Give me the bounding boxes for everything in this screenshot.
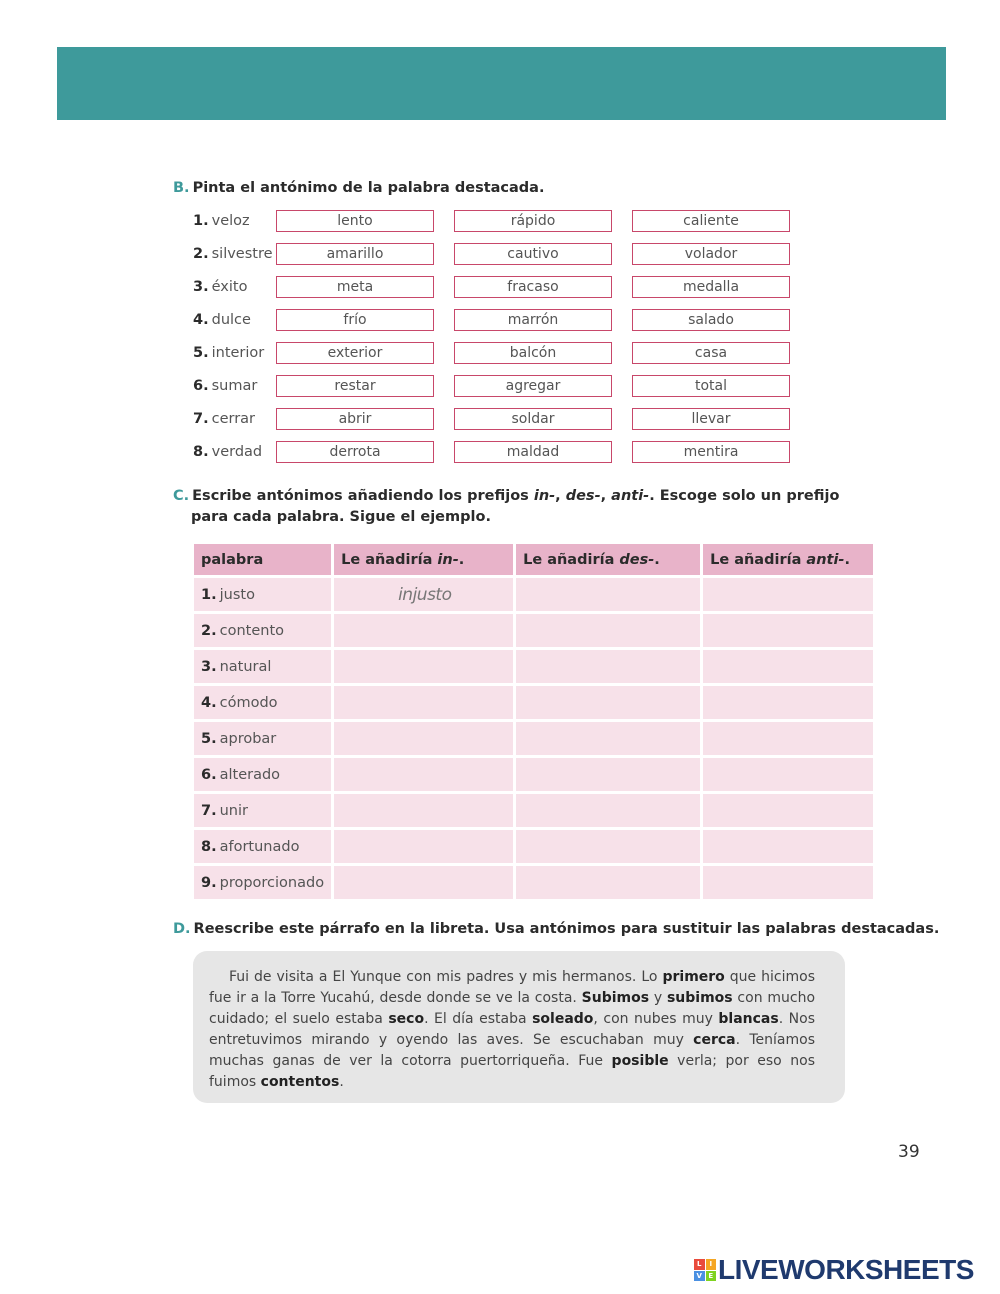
target-word: cerrar	[211, 411, 256, 427]
antonym-option[interactable]: derrota	[276, 441, 434, 463]
target-word: verdad	[211, 444, 263, 460]
table-row	[194, 614, 873, 647]
antonym-row-label	[193, 378, 257, 394]
base-word: contento	[219, 622, 284, 639]
paragraph-fragment: .	[339, 1074, 344, 1090]
highlighted-word: primero	[662, 969, 725, 985]
answer-cell-anti[interactable]	[703, 794, 873, 827]
paragraph-fragment: . Teníamos muchas ganas de ver la cotorra puertorriqueña. Fue	[209, 1032, 815, 1069]
antonym-option[interactable]: mentira	[632, 441, 790, 463]
answer-cell-anti[interactable]	[703, 830, 873, 863]
answer-cell-anti[interactable]	[703, 650, 873, 683]
target-word: sumar	[211, 378, 258, 394]
antonym-option[interactable]: cautivo	[454, 243, 612, 265]
table-row	[194, 866, 873, 899]
answer-cell-des[interactable]	[516, 758, 700, 791]
antonym-row-label	[193, 213, 250, 229]
row-number: 8.	[201, 838, 217, 855]
antonym-row-label	[193, 345, 264, 361]
answer-cell-anti[interactable]	[703, 758, 873, 791]
logo-icon-tile: L	[694, 1259, 705, 1270]
antonym-option[interactable]: balcón	[454, 342, 612, 364]
paragraph-box	[193, 951, 845, 1103]
target-word: interior	[211, 345, 265, 361]
row-number: 7.	[201, 802, 217, 819]
answer-cell-anti[interactable]	[703, 578, 873, 611]
header-in-prefix: in-	[437, 551, 459, 568]
table-row	[194, 722, 873, 755]
header-des-prefix: des-	[619, 551, 655, 568]
antonym-row	[193, 342, 813, 366]
section-c-letter: C.	[173, 488, 190, 504]
row-number: 1.	[193, 213, 209, 229]
header-anti	[703, 544, 873, 575]
word-cell	[194, 614, 331, 647]
header-des-dot: .	[654, 551, 660, 568]
antonym-option[interactable]: llevar	[632, 408, 790, 430]
antonym-option[interactable]: caliente	[632, 210, 790, 232]
answer-cell-anti[interactable]	[703, 686, 873, 719]
word-cell	[194, 578, 331, 611]
answer-cell-des[interactable]	[516, 650, 700, 683]
page-number: 39	[898, 1142, 920, 1162]
section-d-letter: D.	[173, 921, 191, 937]
word-cell	[194, 650, 331, 683]
paragraph-fragment: Fui de visita a El Yunque con mis padres y mis hermanos. Lo	[229, 969, 663, 985]
paragraph-fragment: verla; por eso nos fuimos	[209, 1053, 815, 1090]
word-cell	[194, 830, 331, 863]
prefix-in: in-	[533, 488, 556, 504]
base-word: afortunado	[219, 838, 300, 855]
answer-cell-des[interactable]	[516, 830, 700, 863]
antonym-row	[193, 243, 813, 267]
target-word: silvestre	[211, 246, 273, 262]
section-b-title	[173, 180, 544, 196]
logo-icon-tile: E	[706, 1271, 717, 1282]
antonym-option[interactable]: lento	[276, 210, 434, 232]
header-in	[334, 544, 513, 575]
answer-cell-des[interactable]	[516, 866, 700, 899]
header-anti-pre: Le añadiría	[710, 551, 807, 568]
header-banner	[57, 47, 946, 120]
antonym-option[interactable]: medalla	[632, 276, 790, 298]
antonym-option[interactable]: total	[632, 375, 790, 397]
antonym-option[interactable]: maldad	[454, 441, 612, 463]
antonym-row-label	[193, 411, 255, 427]
target-word: dulce	[211, 312, 251, 328]
antonym-row	[193, 210, 813, 234]
row-number: 2.	[201, 622, 217, 639]
table-row	[194, 830, 873, 863]
answer-cell-des[interactable]	[516, 614, 700, 647]
paragraph-fragment: . El día estaba	[424, 1011, 533, 1027]
highlighted-word: soleado	[532, 1011, 594, 1027]
row-number: 4.	[193, 312, 209, 328]
row-number: 9.	[201, 874, 217, 891]
table-row	[194, 650, 873, 683]
row-number: 1.	[201, 586, 217, 603]
sep-1: ,	[555, 488, 566, 504]
header-in-dot: .	[458, 551, 465, 568]
word-cell	[194, 758, 331, 791]
base-word: justo	[219, 586, 255, 603]
antonym-option[interactable]: fracaso	[454, 276, 612, 298]
row-number: 8.	[193, 444, 209, 460]
answer-cell-in[interactable]	[334, 650, 513, 683]
antonym-row-label	[193, 246, 273, 262]
word-cell	[194, 686, 331, 719]
answer-cell-in[interactable]	[334, 614, 513, 647]
antonym-row	[193, 309, 813, 333]
highlighted-word: contentos	[260, 1074, 340, 1090]
section-c-title	[173, 488, 839, 504]
answer-cell-anti[interactable]	[703, 722, 873, 755]
paragraph-fragment: y	[649, 990, 667, 1006]
antonym-option[interactable]: rápido	[454, 210, 612, 232]
liveworksheets-icon	[694, 1259, 716, 1281]
answer-cell-des[interactable]	[516, 794, 700, 827]
word-cell	[194, 794, 331, 827]
base-word: alterado	[219, 766, 281, 783]
antonym-option[interactable]: amarillo	[276, 243, 434, 265]
answer-cell-in[interactable]	[334, 866, 513, 899]
prefix-des: des-	[565, 488, 601, 504]
antonym-row	[193, 375, 813, 399]
paragraph-fragment: que hicimos fue ir a la Torre Yucahú, desde donde se ve la costa.	[209, 969, 816, 1006]
header-des	[516, 544, 700, 575]
section-d-title	[173, 921, 939, 937]
antonym-row-label	[193, 312, 251, 328]
paragraph-text	[209, 967, 815, 1093]
section-c-line2: para cada palabra. Sigue el ejemplo.	[191, 509, 491, 525]
row-number: 6.	[193, 378, 209, 394]
highlighted-word: blancas	[718, 1011, 779, 1027]
prefix-table	[191, 541, 876, 902]
logo-icon-tile: I	[706, 1259, 717, 1270]
table-row	[194, 758, 873, 791]
base-word: natural	[219, 658, 272, 675]
paragraph-fragment: con mucho cuidado; el suelo estaba	[209, 990, 816, 1027]
section-b-instruction: Pinta el antónimo de la palabra destacada.	[192, 180, 545, 196]
table-row	[194, 686, 873, 719]
header-anti-prefix: anti-	[806, 551, 845, 568]
answer-cell-des[interactable]	[516, 686, 700, 719]
row-number: 6.	[201, 766, 217, 783]
answer-cell-in[interactable]	[334, 794, 513, 827]
antonym-option[interactable]: frío	[276, 309, 434, 331]
antonym-option[interactable]: marrón	[454, 309, 612, 331]
antonym-option[interactable]: salado	[632, 309, 790, 331]
antonym-row-label	[193, 279, 247, 295]
table-row	[194, 578, 873, 611]
paragraph-fragment: , con nubes muy	[593, 1011, 719, 1027]
antonym-row-label	[193, 444, 262, 460]
antonym-row	[193, 441, 813, 465]
base-word: proporcionado	[219, 874, 325, 891]
target-word: éxito	[211, 279, 248, 295]
word-cell	[194, 866, 331, 899]
highlighted-word: Subimos	[581, 990, 650, 1006]
highlighted-word: subimos	[666, 990, 733, 1006]
answer-cell-des[interactable]	[516, 578, 700, 611]
table-row	[194, 794, 873, 827]
antonym-option[interactable]: abrir	[276, 408, 434, 430]
highlighted-word: seco	[388, 1011, 425, 1027]
row-number: 7.	[193, 411, 209, 427]
answer-cell-anti[interactable]	[703, 866, 873, 899]
row-number: 2.	[193, 246, 209, 262]
answer-cell-in[interactable]	[334, 722, 513, 755]
answer-cell-anti[interactable]	[703, 614, 873, 647]
section-c-text-b: . Escoge solo un prefijo	[649, 488, 840, 504]
base-word: cómodo	[219, 694, 278, 711]
section-c-text-a: Escribe antónimos añadiendo los prefijos	[192, 488, 534, 504]
row-number: 3.	[201, 658, 217, 675]
antonym-option[interactable]: restar	[276, 375, 434, 397]
row-number: 5.	[201, 730, 217, 747]
row-number: 4.	[201, 694, 217, 711]
answer-cell-in[interactable]	[334, 758, 513, 791]
answer-cell-in[interactable]	[334, 578, 513, 611]
liveworksheets-logo	[694, 1256, 974, 1284]
antonym-option[interactable]: soldar	[454, 408, 612, 430]
base-word: aprobar	[219, 730, 277, 747]
header-in-pre: Le añadiría	[341, 551, 438, 568]
antonym-row	[193, 408, 813, 432]
header-des-pre: Le añadiría	[523, 551, 620, 568]
header-palabra: palabra	[194, 544, 331, 575]
antonym-row	[193, 276, 813, 300]
liveworksheets-text: LIVEWORKSHEETS	[718, 1254, 974, 1285]
word-cell	[194, 722, 331, 755]
antonym-option[interactable]: casa	[632, 342, 790, 364]
base-word: unir	[219, 802, 248, 819]
answer-cell-in[interactable]	[334, 830, 513, 863]
paragraph-fragment: . Nos entretuvimos mirando y oyendo las aves. Se escuchaban muy	[209, 1011, 815, 1048]
section-d-instruction: Reescribe este párrafo en la libreta. Usa antónimos para sustituir las palabras destacadas.	[193, 921, 940, 937]
answer-cell-des[interactable]	[516, 722, 700, 755]
highlighted-word: posible	[611, 1053, 669, 1069]
row-number: 5.	[193, 345, 209, 361]
answer-cell-in[interactable]	[334, 686, 513, 719]
logo-icon-tile: V	[694, 1271, 705, 1282]
antonym-option[interactable]: meta	[276, 276, 434, 298]
row-number: 3.	[193, 279, 209, 295]
sep-2: ,	[600, 488, 612, 504]
highlighted-word: cerca	[693, 1032, 736, 1048]
antonym-option[interactable]: volador	[632, 243, 790, 265]
antonym-option[interactable]: exterior	[276, 342, 434, 364]
prefix-anti: anti-	[611, 488, 650, 504]
section-b-letter: B.	[173, 180, 190, 196]
table-header-row	[194, 544, 873, 575]
antonym-option[interactable]: agregar	[454, 375, 612, 397]
target-word: veloz	[211, 213, 250, 229]
header-anti-dot: .	[844, 551, 850, 568]
example-answer: injusto	[398, 584, 452, 605]
